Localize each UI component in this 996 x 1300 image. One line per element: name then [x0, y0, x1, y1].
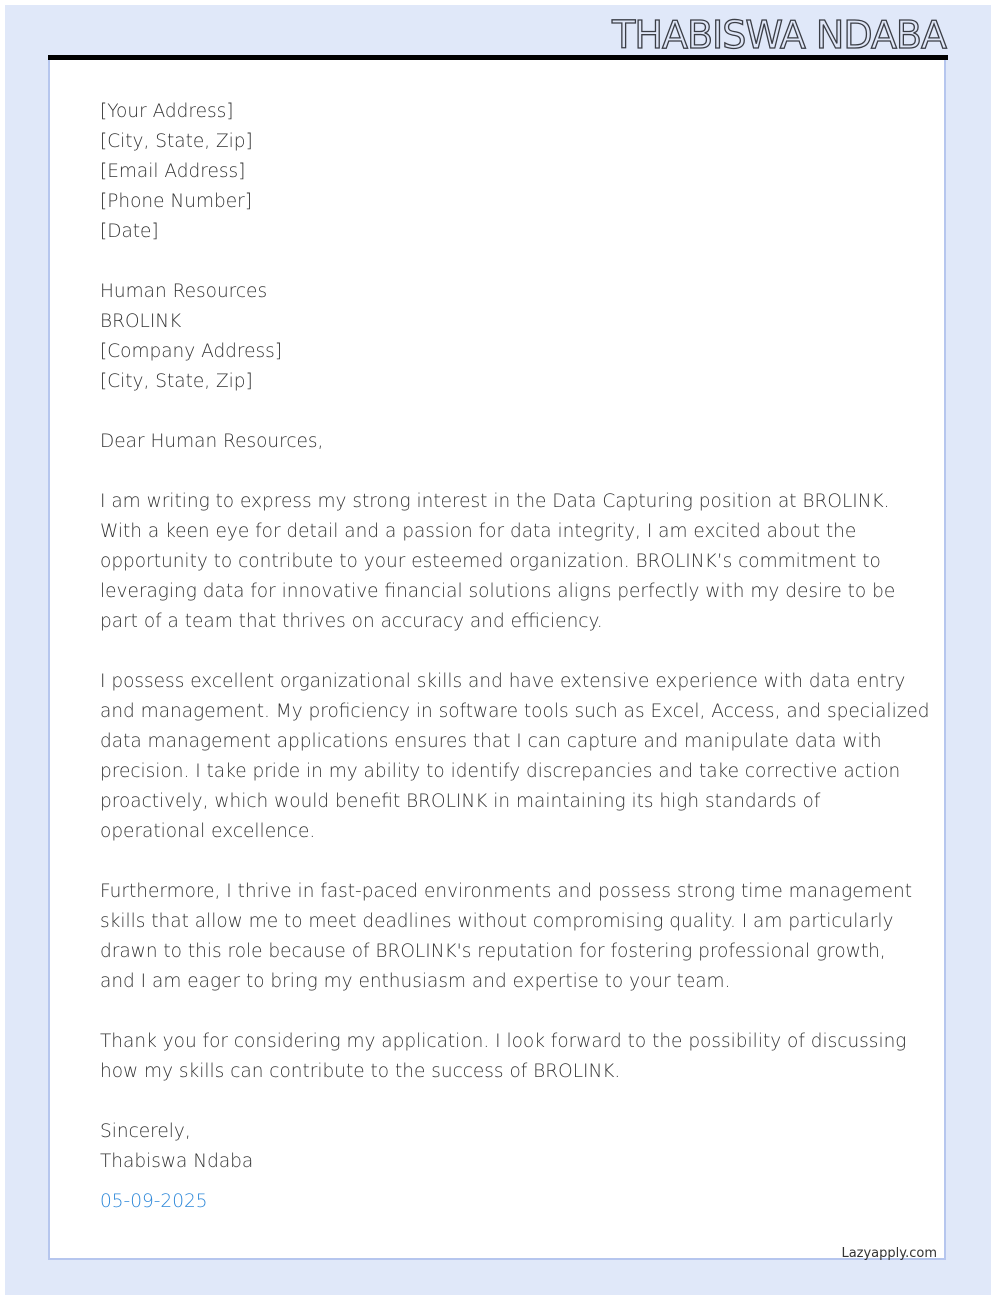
salutation-text: Dear Human Resources, [100, 431, 324, 452]
paragraph-line: Furthermore, I thrive in fast-paced environments and possess strong time management [100, 881, 912, 902]
paragraph-line: and management. My proficiency in software tools such as Excel, Access, and specialized [100, 701, 930, 722]
paragraph-line: I possess excellent organizational skills and have extensive experience with data entry [100, 671, 906, 692]
paragraph-line: leveraging data for innovative financial solutions aligns perfectly with my desire to be [100, 581, 896, 602]
recipient-department: Human Resources [100, 281, 268, 302]
sender-city-state-zip: [City, State, Zip] [100, 131, 253, 152]
sender-phone: [Phone Number] [100, 191, 252, 212]
signature-date: 05-09-2025 [100, 1191, 208, 1212]
closing-block [100, 1117, 890, 1217]
paragraph-line: data management applications ensures that I can capture and manipulate data with [100, 731, 882, 752]
paragraph-3 [100, 877, 912, 997]
paragraph-line: part of a team that thrives on accuracy and efficiency. [100, 611, 603, 632]
paragraph-1 [100, 487, 896, 637]
recipient-address: [Company Address] [100, 341, 283, 362]
recipient-city-state-zip: [City, State, Zip] [100, 371, 253, 392]
sender-block [100, 97, 890, 247]
paragraph-line: how my skills can contribute to the success of BROLINK. [100, 1061, 621, 1082]
paragraph-2 [100, 667, 930, 847]
paragraph-line: opportunity to contribute to your esteemed organization. BROLINK’s commitment to [100, 551, 881, 572]
recipient-company: BROLINK [100, 311, 182, 332]
paragraph-line: skills that allow me to meet deadlines without compromising quality. I am particularly [100, 911, 894, 932]
cover-letter-body [100, 97, 930, 1217]
valediction: Sincerely, [100, 1121, 191, 1142]
paragraph-line: With a keen eye for detail and a passion for data integrity, I am excited about the [100, 521, 857, 542]
paragraph-line: and I am eager to bring my enthusiasm and expertise to your team. [100, 971, 731, 992]
sender-email: [Email Address] [100, 161, 246, 182]
brand-watermark: Lazyapply.com [841, 1246, 937, 1261]
paragraph-line: I am writing to express my strong interest in the Data Capturing position at BROLINK. [100, 491, 890, 512]
signature-name: Thabiswa Ndaba [100, 1151, 254, 1172]
recipient-block [100, 277, 890, 397]
applicant-name-heading: THABISWA NDABA [612, 13, 946, 57]
sender-date: [Date] [100, 221, 159, 242]
paragraph-line: proactively, which would benefit BROLINK in maintaining its high standards of [100, 791, 821, 812]
paragraph-line: precision. I take pride in my ability to identify discrepancies and take corrective action [100, 761, 901, 782]
paragraph-line: operational excellence. [100, 821, 316, 842]
paragraph-line: Thank you for considering my application. I look forward to the possibility of discussing [100, 1031, 907, 1052]
sender-address: [Your Address] [100, 101, 234, 122]
salutation [100, 427, 890, 457]
paragraph-4 [100, 1027, 907, 1087]
paragraph-line: drawn to this role because of BROLINK's reputation for fostering professional growth, [100, 941, 886, 962]
